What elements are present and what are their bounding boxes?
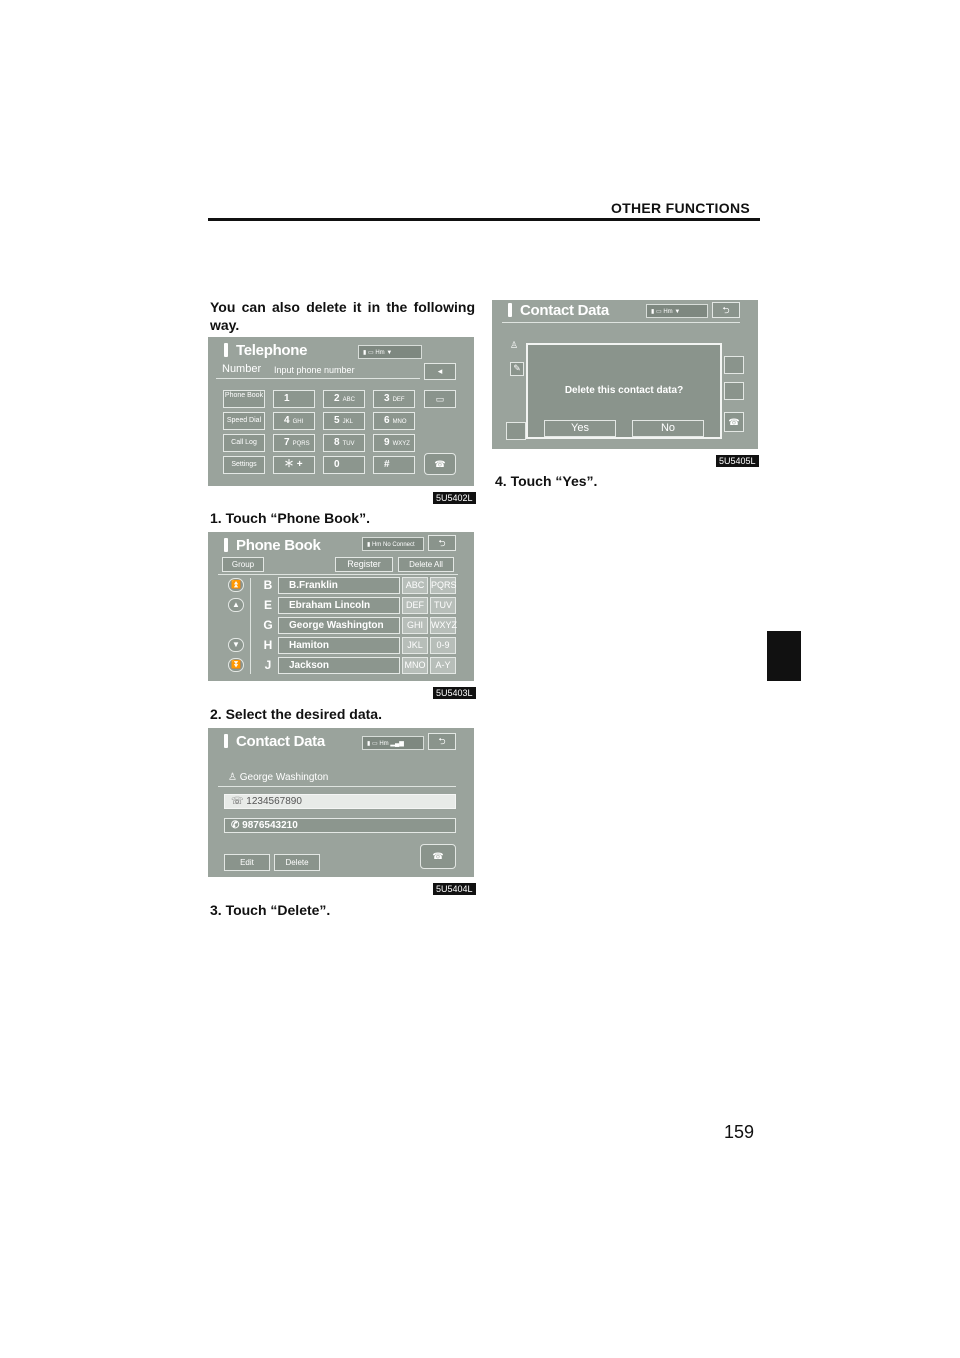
title-underline bbox=[502, 322, 740, 323]
step-3: 3. Touch “Delete”. bbox=[210, 902, 331, 918]
contact-data-screen bbox=[208, 728, 474, 877]
antenna-icon: ▮ ▭ bbox=[367, 741, 380, 747]
key-9[interactable] bbox=[273, 456, 315, 474]
key-digit: 1 bbox=[284, 393, 290, 404]
back-button[interactable] bbox=[428, 733, 456, 750]
antenna-icon: ▮ ▭ bbox=[363, 350, 376, 356]
status-indicator: ▮ Hm No Connect bbox=[362, 537, 424, 551]
key-3[interactable] bbox=[273, 412, 315, 430]
key-digit: ＊ + bbox=[284, 459, 303, 470]
back-arrow-icon: ⮌ bbox=[722, 305, 730, 315]
index-tab[interactable]: JKL bbox=[402, 637, 428, 654]
key-letters: PQRS bbox=[292, 441, 310, 447]
phone-input[interactable]: Input phone number bbox=[274, 365, 355, 375]
page-up-button[interactable] bbox=[228, 578, 244, 592]
index-tab[interactable]: GHI bbox=[402, 617, 428, 634]
mobile-icon: ✆ bbox=[231, 820, 243, 831]
name-underline bbox=[218, 786, 456, 787]
key-5[interactable] bbox=[373, 412, 415, 430]
phone-book-button[interactable]: Phone Book bbox=[223, 390, 265, 408]
intro-text: You can also delete it in the following way. bbox=[210, 299, 475, 333]
dialog-message: Delete this contact data? bbox=[564, 385, 684, 396]
key-digit: 6 bbox=[384, 415, 390, 426]
chapter-tab bbox=[767, 631, 801, 681]
index-tab[interactable]: 0-9 bbox=[430, 637, 456, 654]
screen-title: Contact Data bbox=[508, 302, 609, 319]
key-4[interactable] bbox=[323, 412, 365, 430]
key-digit: 7 bbox=[284, 437, 290, 448]
back-button[interactable] bbox=[428, 535, 456, 551]
number-label: Number bbox=[222, 363, 262, 375]
index-letter: E bbox=[263, 598, 272, 612]
key-8[interactable] bbox=[373, 434, 415, 452]
index-letter: H bbox=[263, 638, 273, 652]
antenna-icon: ▮ bbox=[367, 542, 372, 548]
edit-button[interactable]: Edit bbox=[224, 854, 270, 871]
delete-confirm-screen bbox=[492, 300, 758, 449]
screen-title: Contact Data bbox=[224, 733, 325, 750]
figure-code: 5U5402L bbox=[433, 492, 476, 504]
input-underline bbox=[216, 378, 420, 379]
index-letter: B bbox=[263, 578, 273, 592]
antenna-icon: ▮ ▭ bbox=[651, 309, 664, 315]
list-item[interactable]: George Washington bbox=[278, 617, 400, 634]
step-1: 1. Touch “Phone Book”. bbox=[210, 510, 370, 526]
screen-title: Phone Book bbox=[224, 537, 321, 554]
step-2: 2. Select the desired data. bbox=[210, 706, 382, 722]
index-letter: G bbox=[263, 618, 273, 632]
person-icon: ♙ bbox=[510, 340, 519, 350]
scroll-down-button[interactable] bbox=[228, 638, 244, 652]
list-divider bbox=[218, 574, 458, 575]
scroll-track bbox=[250, 578, 251, 674]
list-item[interactable]: B.Franklin bbox=[278, 577, 400, 594]
key-letters: DEF bbox=[392, 397, 405, 403]
back-arrow-icon: ⮌ bbox=[438, 538, 446, 548]
telephone-screen bbox=[208, 337, 474, 486]
group-button[interactable]: Group bbox=[222, 557, 264, 572]
key-digit: 0 bbox=[334, 459, 340, 470]
key-digit: 8 bbox=[334, 437, 340, 448]
key-letters: JKL bbox=[342, 419, 353, 425]
key-6[interactable] bbox=[273, 434, 315, 452]
background-button bbox=[724, 356, 744, 374]
yes-button[interactable]: Yes bbox=[544, 420, 616, 437]
phone-icon bbox=[224, 538, 228, 552]
scroll-up-button[interactable] bbox=[228, 598, 244, 612]
status-indicator: ▮ ▭ Hm ▼ bbox=[646, 304, 708, 318]
speed-dial-button[interactable]: Speed Dial bbox=[223, 412, 265, 430]
phone-icon bbox=[224, 734, 228, 748]
screen-title: Telephone bbox=[224, 342, 307, 359]
key-letters: MNO bbox=[392, 419, 407, 425]
backspace-button[interactable] bbox=[424, 363, 456, 380]
back-arrow-icon: ⮌ bbox=[438, 736, 446, 746]
backspace-icon: ◂ bbox=[437, 366, 443, 376]
no-button[interactable]: No bbox=[632, 420, 704, 437]
index-letter: J bbox=[264, 658, 272, 672]
key-digit: # bbox=[384, 459, 390, 470]
figure-code: 5U5405L bbox=[716, 455, 759, 467]
background-button bbox=[724, 382, 744, 400]
double-up-icon: ⏫ bbox=[231, 580, 241, 589]
delete-all-button[interactable]: Delete All bbox=[398, 557, 454, 572]
index-tab[interactable]: DEF bbox=[402, 597, 428, 614]
handset-icon: ☎ bbox=[432, 851, 444, 861]
up-icon: ▲ bbox=[232, 600, 240, 609]
key-letters: GHI bbox=[292, 419, 304, 425]
down-icon: ▼ bbox=[232, 640, 240, 649]
index-tab[interactable]: A-Y bbox=[430, 657, 456, 674]
confirm-dialog bbox=[526, 343, 722, 439]
list-item[interactable]: Jackson bbox=[278, 657, 400, 674]
header-rule bbox=[208, 218, 760, 221]
key-7[interactable] bbox=[323, 434, 365, 452]
key-digit: 4 bbox=[284, 415, 290, 426]
call-log-button[interactable]: Call Log bbox=[223, 434, 265, 452]
index-tab[interactable]: MNO bbox=[402, 657, 428, 674]
window-icon: ▭ bbox=[435, 394, 445, 404]
register-button[interactable]: Register bbox=[335, 557, 393, 572]
figure-code: 5U5404L bbox=[433, 883, 476, 895]
key-letters: ABC bbox=[342, 397, 355, 403]
phone-type-icon: ☏ bbox=[231, 796, 247, 807]
list-item[interactable]: Hamiton bbox=[278, 637, 400, 654]
window-button[interactable] bbox=[424, 390, 456, 408]
section-header: OTHER FUNCTIONS bbox=[610, 200, 750, 216]
key-11[interactable] bbox=[373, 456, 415, 474]
phone-icon bbox=[508, 303, 512, 317]
page-down-button[interactable] bbox=[228, 658, 244, 672]
contact-name: ♙ George Washington bbox=[228, 772, 329, 783]
settings-button[interactable]: Settings bbox=[223, 456, 265, 474]
index-tab[interactable]: PQRS bbox=[430, 577, 456, 594]
key-0[interactable] bbox=[273, 390, 315, 408]
back-button[interactable] bbox=[712, 302, 740, 318]
key-digit: 9 bbox=[384, 437, 390, 448]
index-tab[interactable]: TUV bbox=[430, 597, 456, 614]
background-call-button: ☎ bbox=[724, 412, 744, 432]
key-1[interactable] bbox=[323, 390, 365, 408]
edit-icon: ✎ bbox=[510, 362, 524, 376]
phone-icon bbox=[224, 343, 228, 357]
index-tab[interactable]: WXYZ bbox=[430, 617, 456, 634]
delete-button[interactable]: Delete bbox=[274, 854, 320, 871]
figure-code: 5U5403L bbox=[433, 687, 476, 699]
key-digit: 3 bbox=[384, 393, 390, 404]
key-digit: 5 bbox=[334, 415, 340, 426]
status-indicator: ▮ ▭ Hm ▂▄▆ bbox=[362, 736, 424, 750]
number-row[interactable]: ✆ 9876543210 bbox=[224, 818, 456, 833]
list-item[interactable]: Ebraham Lincoln bbox=[278, 597, 400, 614]
key-digit: 2 bbox=[334, 393, 340, 404]
status-indicator: ▮ ▭ Hm ▼ bbox=[358, 345, 422, 359]
key-letters: TUV bbox=[342, 441, 355, 447]
background-button bbox=[506, 422, 526, 440]
call-button[interactable] bbox=[420, 844, 456, 869]
key-2[interactable] bbox=[373, 390, 415, 408]
page-number: 159 bbox=[723, 1122, 754, 1142]
handset-icon: ☎ bbox=[434, 459, 446, 469]
key-letters: WXYZ bbox=[392, 441, 410, 447]
key-10[interactable] bbox=[323, 456, 365, 474]
person-icon: ♙ bbox=[228, 772, 240, 783]
phone-book-screen bbox=[208, 532, 474, 681]
number-row-selected[interactable]: ☏ 1234567890 bbox=[224, 794, 456, 809]
index-tab[interactable]: ABC bbox=[402, 577, 428, 594]
step-4: 4. Touch “Yes”. bbox=[495, 473, 598, 489]
call-button[interactable] bbox=[424, 453, 456, 475]
double-down-icon: ⏬ bbox=[231, 660, 241, 669]
